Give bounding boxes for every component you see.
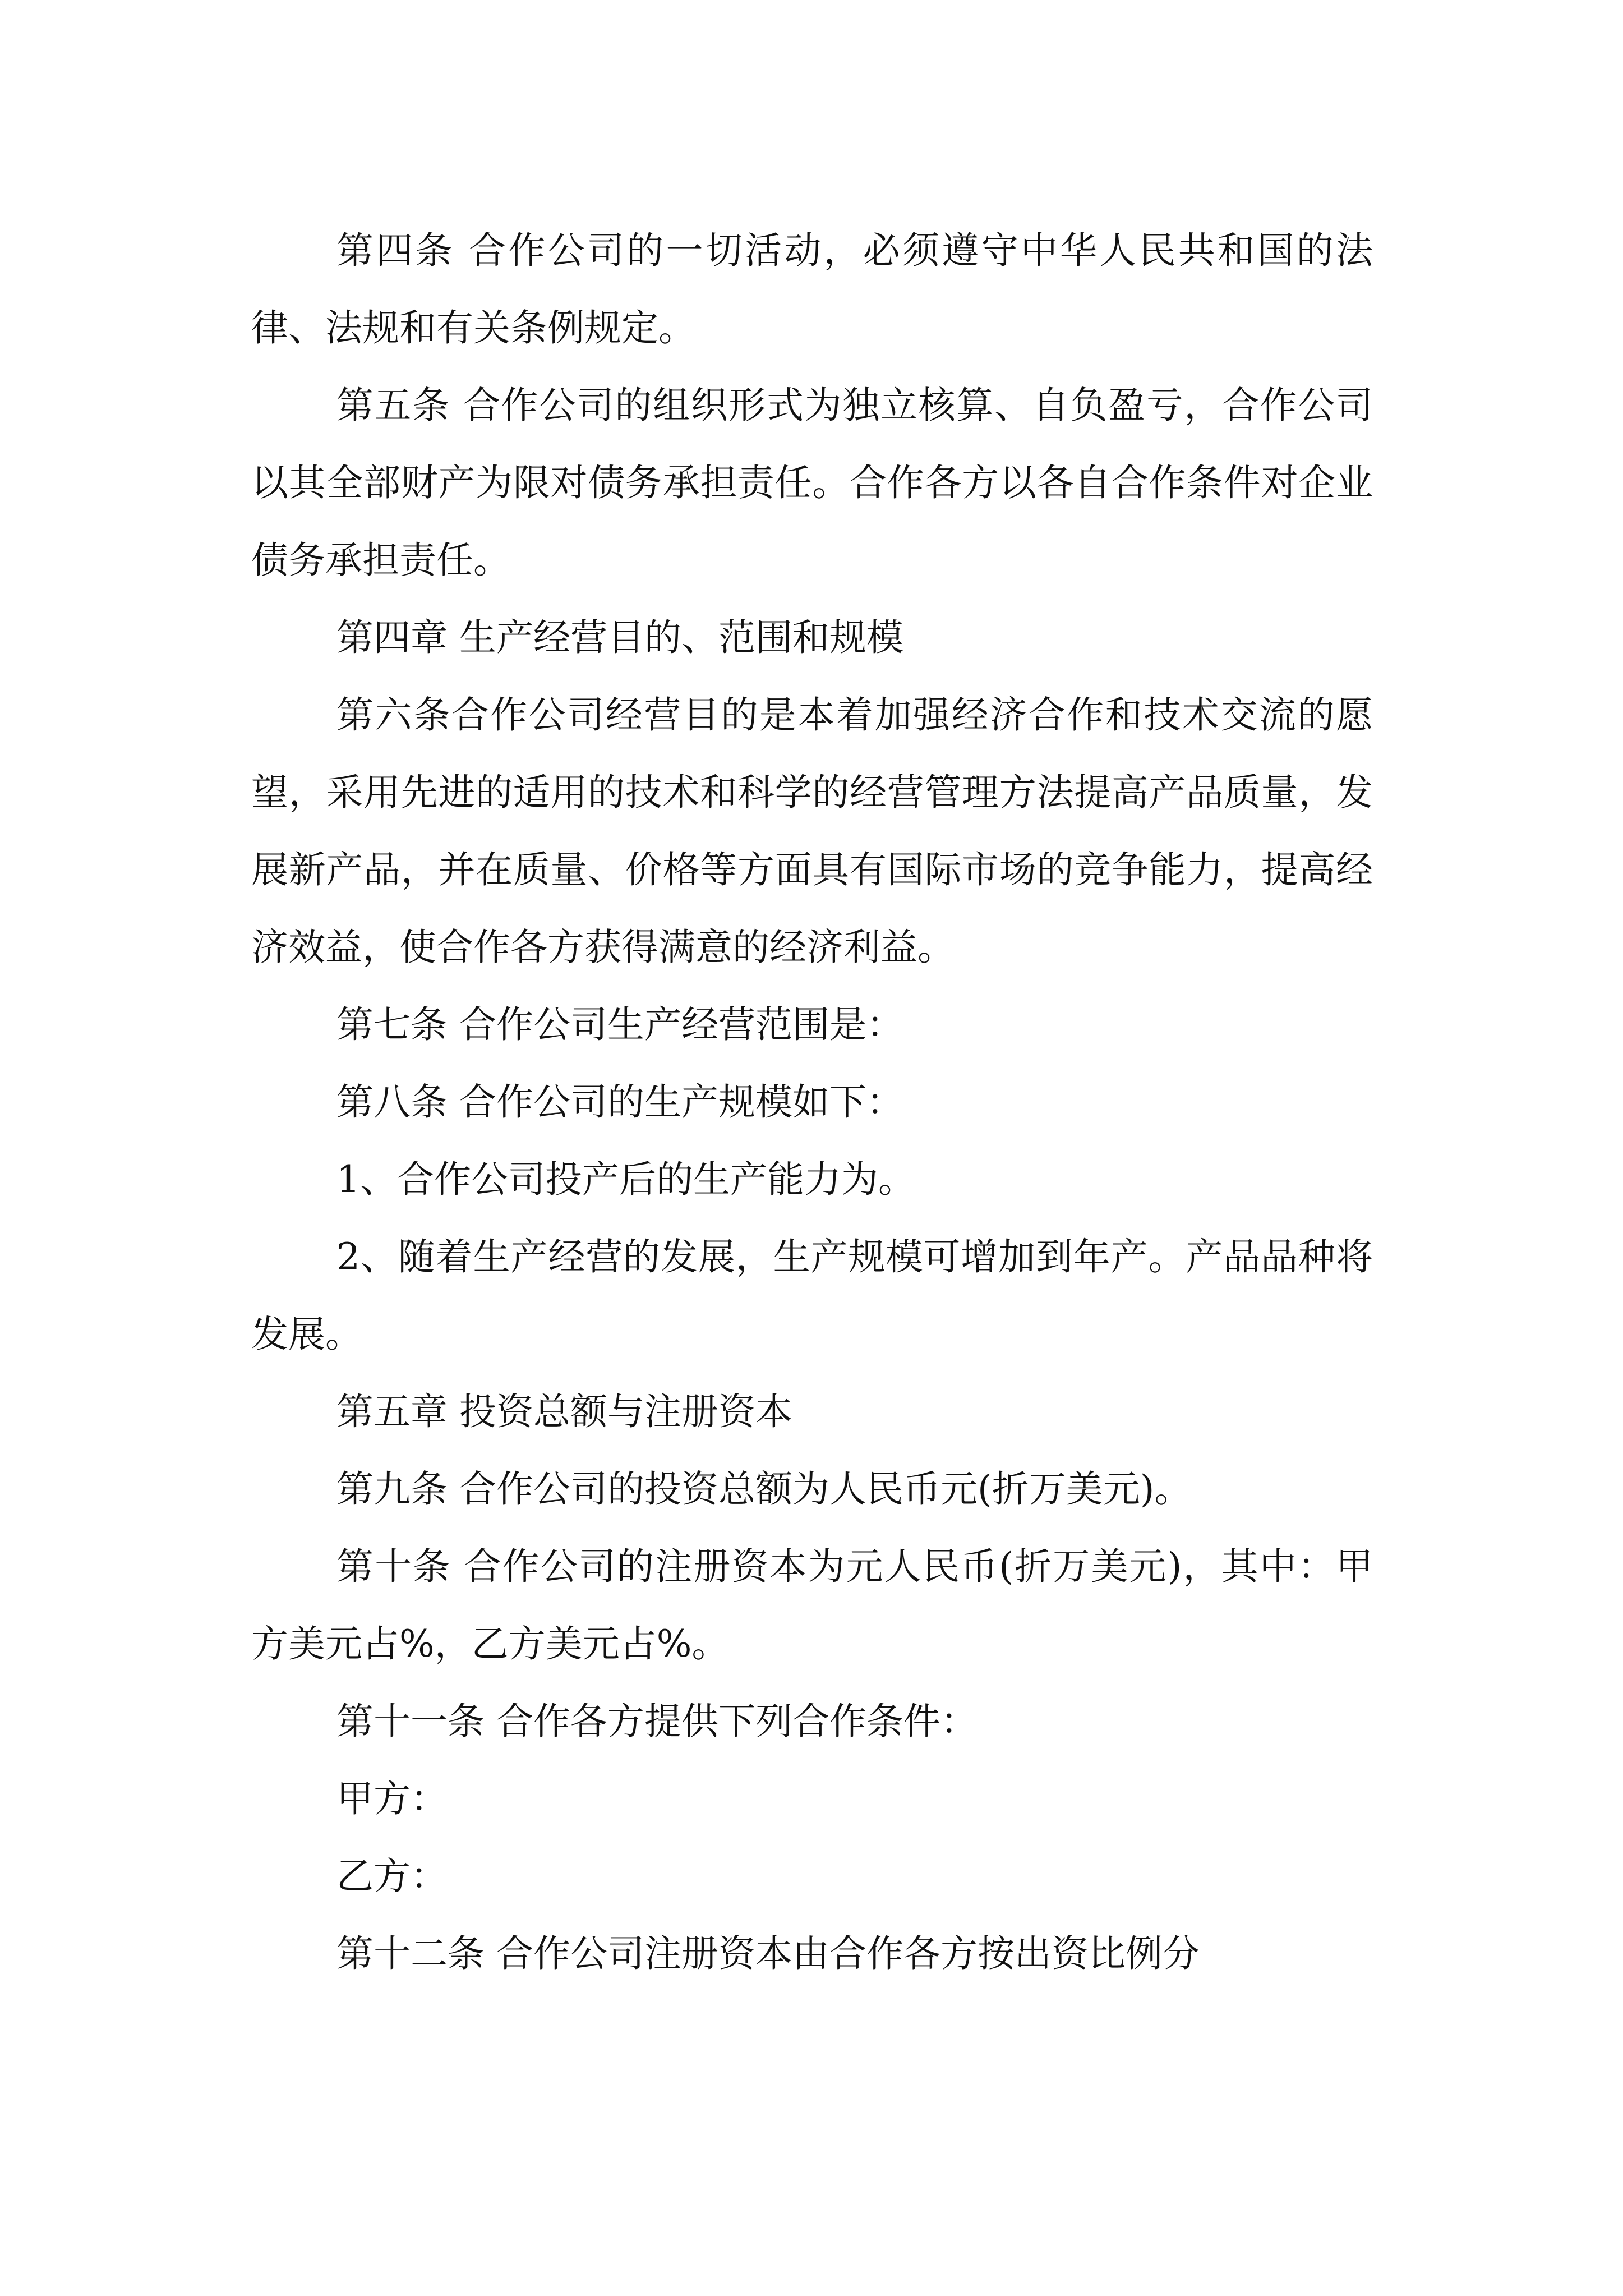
article-7-paragraph: 第七条 合作公司生产经营范围是： xyxy=(336,1003,903,1046)
article-8-item-1: 1、合作公司投产后的生产能力为。 xyxy=(336,1158,915,1201)
article-11-paragraph: 第十一条 合作各方提供下列合作条件： xyxy=(336,1700,978,1743)
article-8-item-2: 2、随着生产经营的发展，生产规模可增加到年产。产品品种将发展。 xyxy=(251,1235,1373,1356)
article-10-paragraph: 第十条 合作公司的注册资本为元人民币(折万美元)，其中：甲方美元占%，乙方美元占%。 xyxy=(251,1545,1373,1665)
article-9-paragraph: 第九条 合作公司的投资总额为人民币元(折万美元)。 xyxy=(336,1467,1192,1511)
article-12-paragraph: 第十二条 合作公司注册资本由合作各方按出资比例分 xyxy=(336,1932,1200,1975)
party-b-line: 乙方： xyxy=(336,1855,448,1898)
article-4-paragraph: 第四条 合作公司的一切活动，必须遵守中华人民共和国的法律、法规和有关条例规定。 xyxy=(251,229,1373,349)
document-page xyxy=(251,212,1373,1993)
chapter-5-heading: 第五章 投资总额与注册资本 xyxy=(336,1390,792,1433)
chapter-4-heading: 第四章 生产经营目的、范围和规模 xyxy=(336,616,903,659)
article-5-paragraph: 第五条 合作公司的组织形式为独立核算、自负盈亏，合作公司以其全部财产为限对债务承担责任。合作各方以各自合作条件对企业债务承担责任。 xyxy=(251,384,1373,582)
article-8-paragraph: 第八条 合作公司的生产规模如下： xyxy=(336,1080,903,1124)
article-6-paragraph: 第六条合作公司经营目的是本着加强经济合作和技术交流的愿望，采用先进的适用的技术和科学的经营管理方法提高产品质量，发展新产品，并在质量、价格等方面具有国际市场的竞争能力，提高经济效益，使合作各方获得满意的经济利益。 xyxy=(251,693,1373,969)
party-a-line: 甲方： xyxy=(336,1777,448,1820)
